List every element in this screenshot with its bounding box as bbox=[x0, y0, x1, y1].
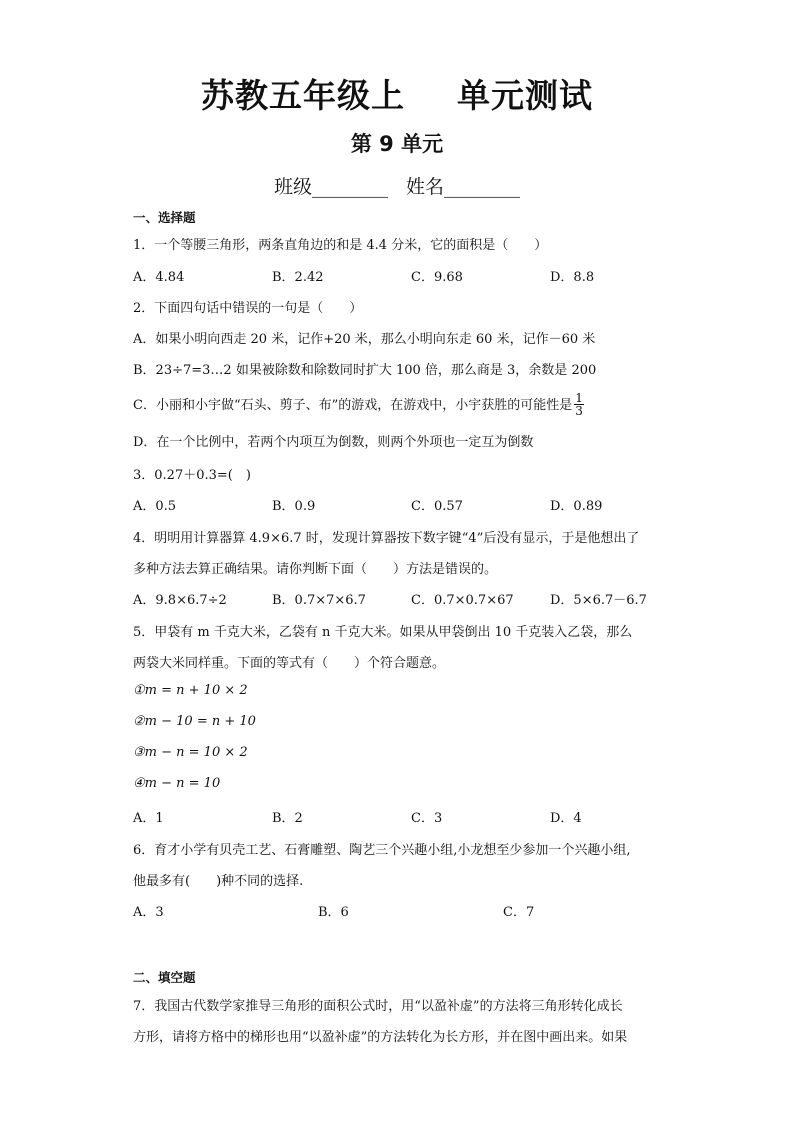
q1-option-d: D．8.8 bbox=[550, 270, 595, 285]
q2-option-b: B．23÷7=3…2 如果被除数和除数同时扩大 100 倍，那么商是 3，余数是 200 bbox=[133, 363, 597, 378]
title-left: 苏教五年级上 bbox=[201, 76, 405, 115]
q6-option-c: C．7 bbox=[503, 905, 535, 920]
q2-option-a: A．如果小明向西走 20 米，记作+20 米，那么小明向东走 60 米，记作－60 米 bbox=[133, 332, 596, 347]
q1-option-a: A．4.84 bbox=[133, 270, 185, 285]
question-3: 3．0.27＋0.3=( ) bbox=[133, 468, 251, 483]
q3-option-d: D．0.89 bbox=[550, 499, 603, 514]
student-info bbox=[0, 172, 794, 199]
q5-equation-2: ②m − 10 = n + 10 bbox=[133, 714, 256, 729]
question-7-line-1: 7．我国古代数学家推导三角形的面积公式时，用“以盈补虚”的方法将三角形转化成长 bbox=[133, 999, 623, 1014]
q4-option-a: A．9.8×6.7÷2 bbox=[133, 593, 227, 608]
question-6-line-2: 他最多有( )种不同的选择. bbox=[133, 874, 304, 889]
q5-equation-3: ③m − n = 10 × 2 bbox=[133, 745, 248, 760]
name-field-label: 姓名________ bbox=[406, 176, 521, 198]
q4-option-d: D．5×6.7－6.7 bbox=[550, 593, 647, 608]
section-heading-fill: 二、填空题 bbox=[133, 970, 196, 985]
q1-option-c: C．9.68 bbox=[411, 270, 463, 285]
question-5-line-1: 5．甲袋有 m 千克大米，乙袋有 n 千克大米。如果从甲袋倒出 10 千克装入乙袋，那么 bbox=[133, 625, 633, 640]
fraction-denominator: 3 bbox=[575, 404, 583, 418]
page-title bbox=[0, 70, 794, 117]
q3-option-b: B．0.9 bbox=[272, 499, 316, 514]
q3-option-a: A．0.5 bbox=[133, 499, 177, 514]
q5-equation-1: ①m = n + 10 × 2 bbox=[133, 683, 248, 698]
q5-equation-4: ④m − n = 10 bbox=[133, 776, 221, 791]
question-7-line-2: 方形，请将方格中的梯形也用“以盈补虚”的方法转化为长方形，并在图中画出来。如果 bbox=[133, 1030, 628, 1045]
question-4-line-1: 4．明明用计算器算 4.9×6.7 时，发现计算器按下数字键“4”后没有显示，于是他想出了 bbox=[133, 531, 640, 546]
q2-option-d: D．在一个比例中，若两个内项互为倒数，则两个外项也一定互为倒数 bbox=[133, 435, 534, 450]
q5-option-c: C．3 bbox=[411, 811, 443, 826]
q2-option-c bbox=[133, 393, 584, 418]
q4-option-b: B．0.7×7×6.7 bbox=[272, 593, 366, 608]
question-5-line-2: 两袋大米同样重。下面的等式有（ ）个符合题意。 bbox=[133, 656, 446, 671]
question-1: 1．一个等腰三角形，两条直角边的和是 4.4 分米，它的面积是（ ） bbox=[133, 238, 548, 253]
class-field-label: 班级________ bbox=[273, 176, 388, 198]
question-2: 2．下面四句话中错误的一句是（ ） bbox=[133, 301, 363, 316]
q5-option-b: B．2 bbox=[272, 811, 303, 826]
page-subtitle: 第 9 单元 bbox=[350, 132, 444, 156]
question-6-line-1: 6．育才小学有贝壳工艺、石膏雕塑、陶艺三个兴趣小组,小龙想至少参加一个兴趣小组, bbox=[133, 843, 631, 858]
q4-option-c: C．0.7×0.7×67 bbox=[411, 593, 514, 608]
q5-option-a: A．1 bbox=[133, 811, 164, 826]
fraction-one-third bbox=[574, 392, 584, 417]
q3-option-c: C．0.57 bbox=[411, 499, 463, 514]
q6-option-b: B．6 bbox=[318, 905, 349, 920]
question-4-line-2: 多种方法去算正确结果。请你判断下面（ ）方法是错误的。 bbox=[133, 562, 498, 577]
q5-option-d: D．4 bbox=[550, 811, 582, 826]
q6-option-a: A．3 bbox=[133, 905, 164, 920]
title-right: 单元测试 bbox=[457, 76, 593, 115]
q2-option-c-text: C．小丽和小宇做“石头、剪子、布”的游戏，在游戏中，小宇获胜的可能性是 bbox=[133, 398, 573, 413]
q1-option-b: B．2.42 bbox=[272, 270, 324, 285]
fraction-numerator: 1 bbox=[575, 391, 583, 405]
section-heading-choice: 一、选择题 bbox=[133, 210, 196, 225]
